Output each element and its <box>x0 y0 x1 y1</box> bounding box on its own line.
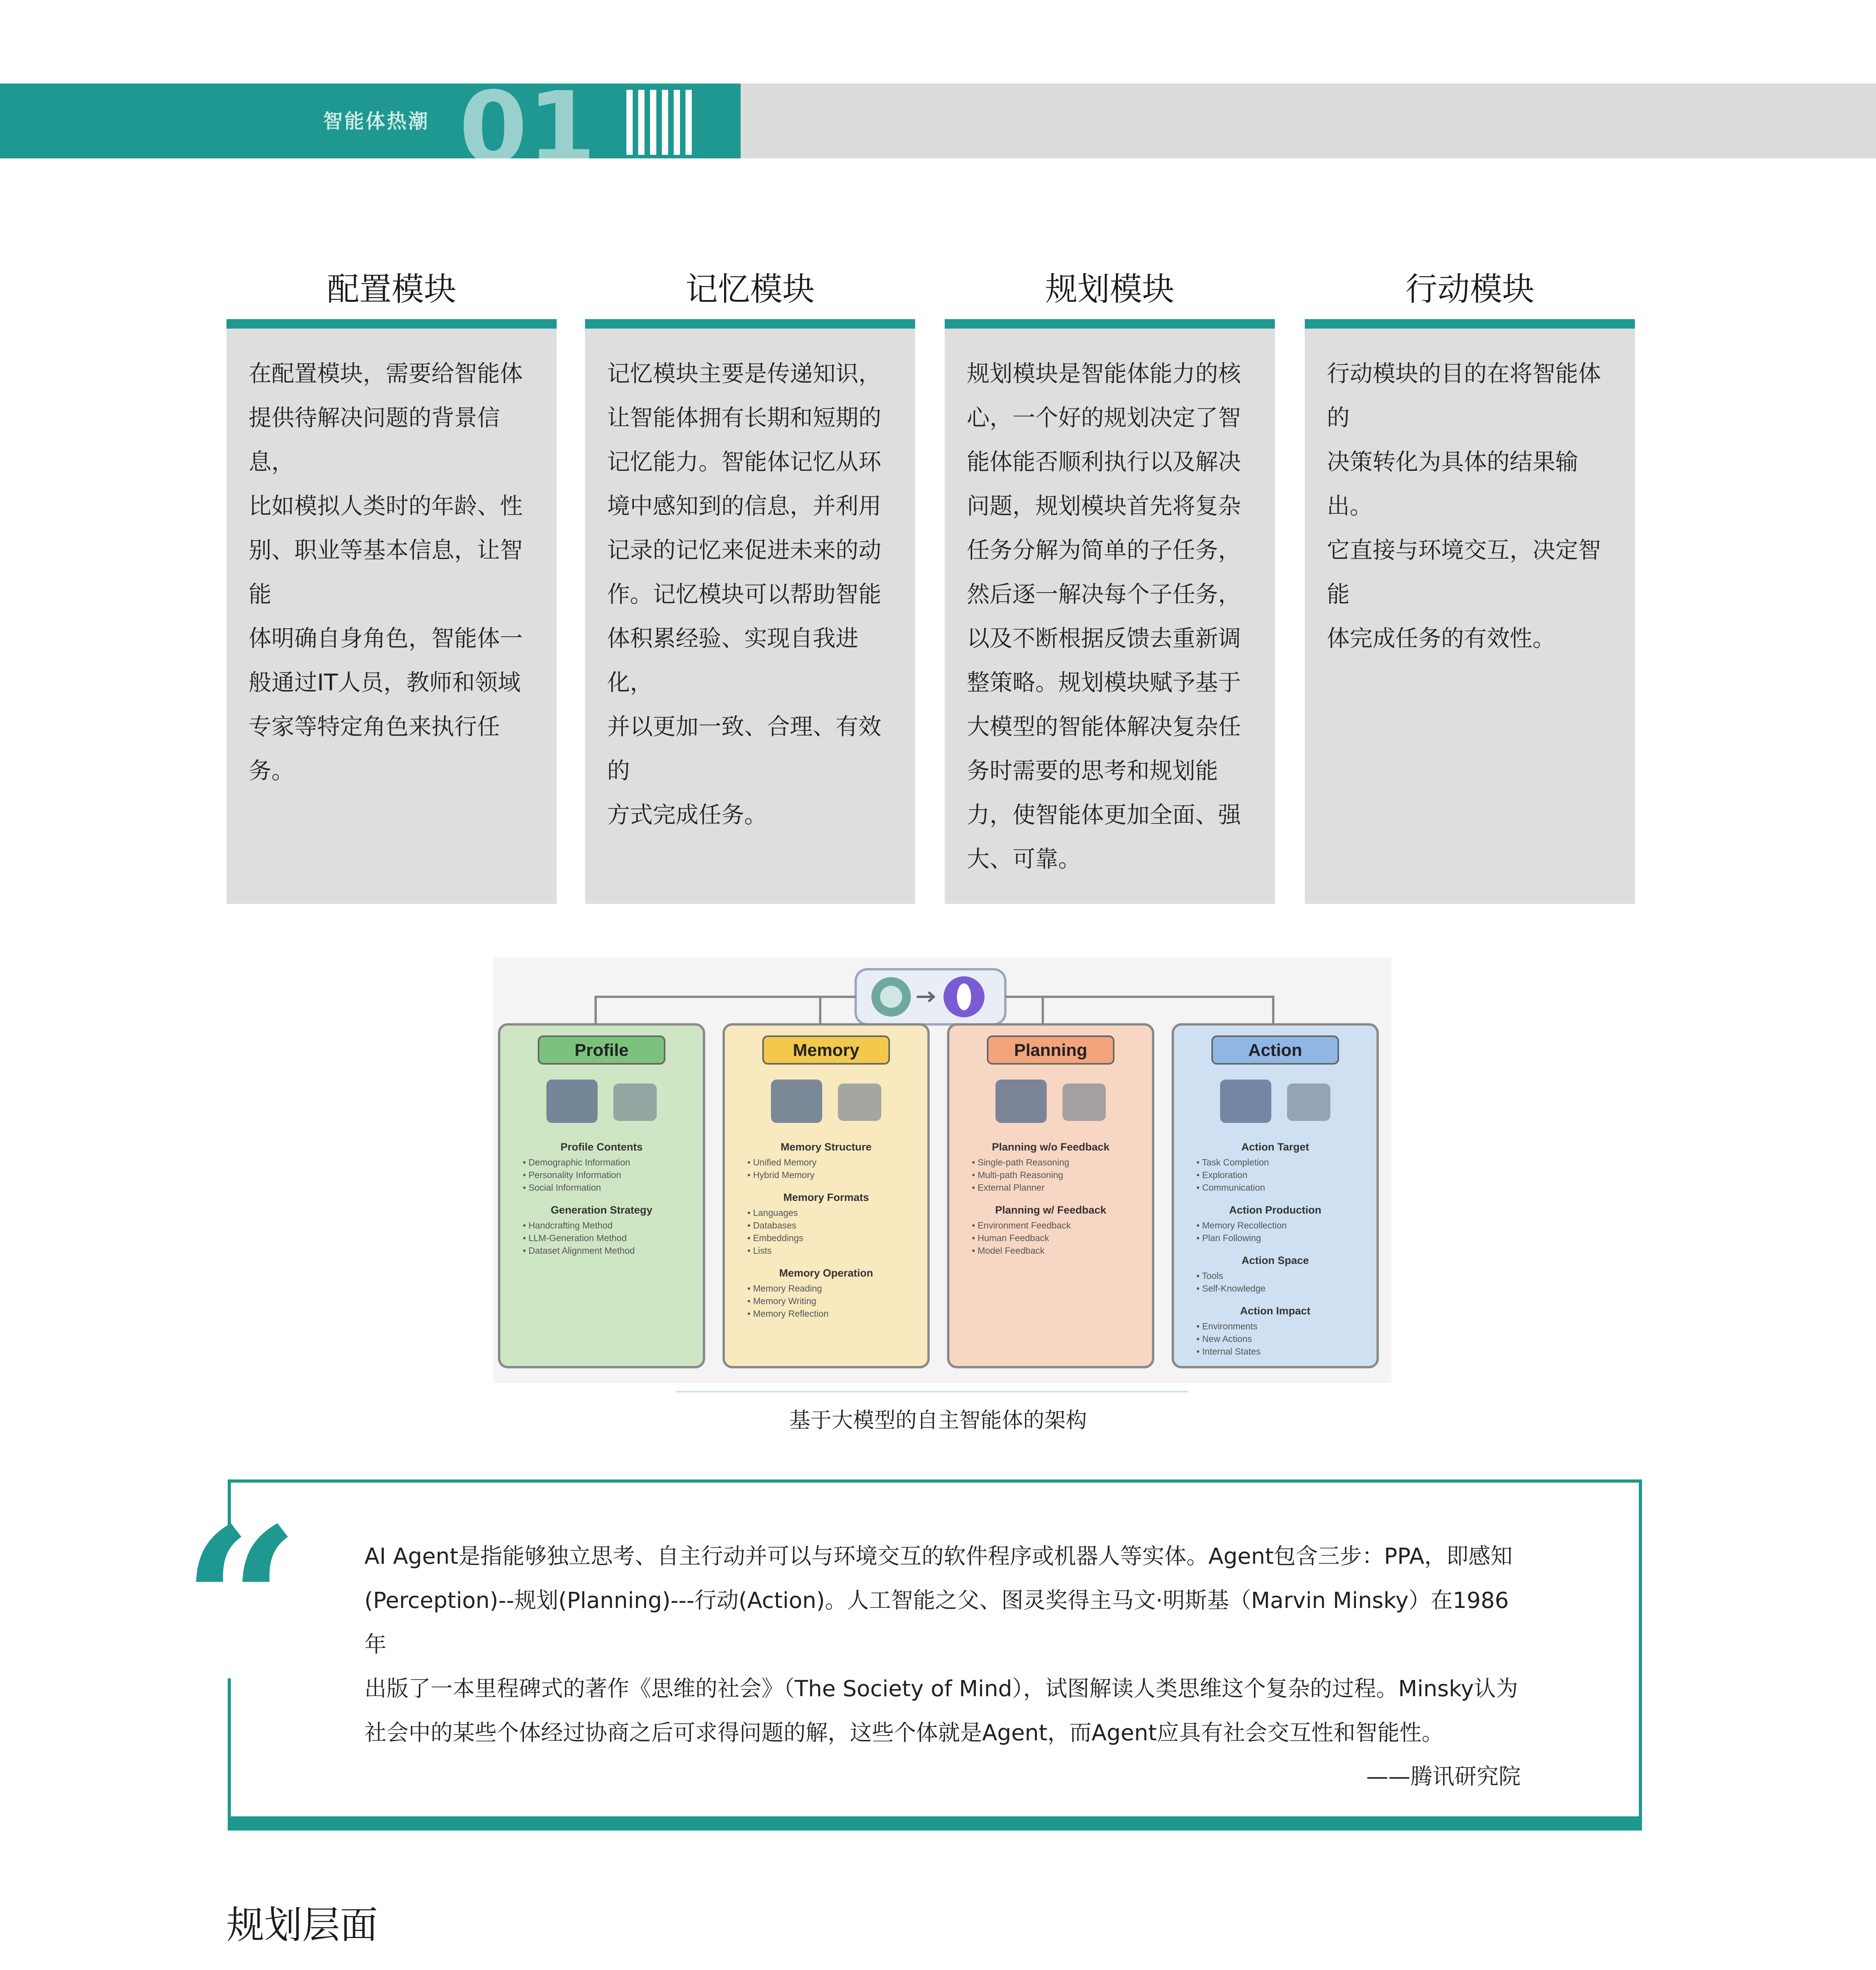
module-line: 能体能否顺利执行以及解决 <box>967 448 1241 475</box>
panel-item: • Embeddings <box>747 1233 804 1243</box>
module-line: 在配置模块，需要给智能体 <box>249 360 523 387</box>
module-title-bar <box>945 319 1275 329</box>
module-body <box>945 329 1275 904</box>
panel-profile <box>499 1024 704 1367</box>
module-line: 大模型的智能体解决复杂任 <box>967 713 1241 740</box>
panel-item: • Exploration <box>1196 1170 1248 1180</box>
module-line: 别、职业等基本信息，让智能 <box>249 537 523 608</box>
panel-item: • Memory Writing <box>747 1296 817 1306</box>
module-card-planning <box>945 260 1275 904</box>
quote-mark-icon: “ <box>182 1483 300 1724</box>
header-stripes <box>626 90 692 155</box>
quote-source: ——腾讯研究院 <box>1366 1764 1521 1790</box>
module-title: 记忆模块 <box>685 271 815 308</box>
panel-item: • Memory Reflection <box>747 1308 829 1319</box>
panel-item: • Unified Memory <box>747 1157 817 1167</box>
module-line: 以及不断根据反馈去重新调 <box>967 625 1241 652</box>
module-title-bar <box>585 319 915 329</box>
panel-section-heading: Memory Structure <box>780 1141 872 1153</box>
panel-planning <box>948 1024 1153 1367</box>
panel-illustration-icon <box>1062 1084 1106 1121</box>
panel-title: Profile <box>574 1041 629 1060</box>
module-line: 心，一个好的规划决定了智 <box>967 404 1241 431</box>
quote-line: AI Agent是指能够独立思考、自主行动并可以与环境交互的软件程序或机器人等实体。Agent包含三步：PPA，即感知 <box>364 1544 1513 1569</box>
panel-item: • Communication <box>1196 1182 1265 1193</box>
panel-item: • Self-Knowledge <box>1196 1283 1266 1294</box>
module-body <box>227 329 557 904</box>
panel-item: • Languages <box>747 1208 798 1218</box>
module-line: 专家等特定角色来执行任务。 <box>249 713 500 784</box>
module-title: 行动模块 <box>1405 271 1534 308</box>
module-line: 比如模拟人类时的年龄、性 <box>249 492 523 519</box>
panel-illustration-icon <box>613 1084 657 1121</box>
module-line: 提供待解决问题的背景信息， <box>249 404 500 475</box>
module-body <box>1305 329 1635 904</box>
panel-section-heading: Memory Operation <box>779 1267 873 1279</box>
panel-item: • Internal States <box>1196 1346 1261 1357</box>
module-title: 配置模块 <box>327 271 456 308</box>
panel-title: Action <box>1248 1041 1302 1060</box>
module-line: 境中感知到的信息，并利用 <box>607 492 882 519</box>
panel-item: • Environment Feedback <box>972 1220 1071 1230</box>
quote-box-bottom-bar <box>228 1816 1642 1831</box>
panel-section-heading: Planning w/o Feedback <box>992 1141 1110 1153</box>
panel-item: • Single-path Reasoning <box>972 1157 1070 1167</box>
panel-item: • External Planner <box>972 1182 1045 1193</box>
panel-illustration-icon <box>838 1084 881 1121</box>
panel-title: Planning <box>1014 1041 1087 1060</box>
module-line: 大、可靠。 <box>967 846 1081 872</box>
panel-section-heading: Planning w/ Feedback <box>995 1204 1107 1216</box>
module-line: 规划模块是智能体能力的核 <box>967 360 1241 387</box>
panel-section-heading: Action Impact <box>1240 1305 1311 1317</box>
panel-item: • Memory Recollection <box>1196 1220 1287 1230</box>
panel-item: • Databases <box>747 1220 797 1230</box>
quote-line: 社会中的某些个体经过协商之后可求得问题的解，这些个体就是Agent，而Agent应具有社会交互性和智能性。 <box>364 1720 1444 1746</box>
panel-illustration-icon <box>996 1080 1047 1123</box>
caption-rule <box>676 1391 1188 1392</box>
panel-section-heading: Memory Formats <box>783 1191 869 1203</box>
panel-section-heading: Profile Contents <box>560 1141 643 1153</box>
module-line: 决策转化为具体的结果输出。 <box>1327 448 1579 519</box>
panel-section-heading: Generation Strategy <box>550 1204 653 1216</box>
panel-item: • Tools <box>1196 1271 1223 1281</box>
module-line: 记录的记忆来促进未来的动 <box>607 537 882 563</box>
module-line: 问题，规划模块首先将复杂 <box>967 492 1241 519</box>
panel-item: • Handcrafting Method <box>523 1220 613 1230</box>
module-line: 让智能体拥有长期和短期的 <box>607 404 882 431</box>
panel-item: • Hybrid Memory <box>747 1170 815 1180</box>
module-line: 记忆能力。智能体记忆从环 <box>607 448 882 475</box>
module-card-action <box>1305 260 1635 904</box>
panel-item: • Demographic Information <box>523 1157 630 1167</box>
panel-item: • Human Feedback <box>972 1233 1049 1243</box>
panel-item: • Dataset Alignment Method <box>523 1245 635 1256</box>
panel-item: • Model Feedback <box>972 1245 1045 1256</box>
module-line: 任务分解为简单的子任务， <box>967 537 1241 563</box>
section-number: 01 <box>459 71 596 185</box>
section-heading: 规划层面 <box>227 1903 378 1947</box>
panel-illustration-icon <box>1220 1080 1271 1123</box>
quote-text <box>364 1535 1531 1755</box>
module-line: 行动模块的目的在将智能体的 <box>1327 360 1601 431</box>
panel-item: • Personality Information <box>523 1170 621 1180</box>
panel-item: • Memory Reading <box>747 1283 822 1294</box>
quote-line: (Perception)--规划(Planning)---行动(Action)。人工智能之父、图灵奖得主马文·明斯基（Marvin Minsky）在1986年 <box>364 1588 1509 1658</box>
module-line: 力，使智能体更加全面、强 <box>967 801 1241 828</box>
module-title-bar <box>1305 319 1635 329</box>
module-line: 记忆模块主要是传递知识， <box>607 360 882 387</box>
panel-item: • Lists <box>747 1245 772 1256</box>
panel-section-heading: Action Space <box>1241 1254 1309 1266</box>
llm-logo-inner-icon <box>880 986 902 1008</box>
module-line: 它直接与环境交互，决定智能 <box>1327 537 1601 608</box>
panel-illustration-icon <box>546 1080 598 1123</box>
quote-line: 出版了一本里程碑式的著作《思维的社会》（The Society of Mind），试图解读人类思维这个复杂的过程。Minsky认为 <box>364 1676 1518 1702</box>
section-title: 智能体热潮 <box>323 110 429 133</box>
module-line: 般通过IT人员，教师和领域 <box>249 669 521 696</box>
module-line: 体完成任务的有效性。 <box>1327 625 1556 652</box>
panel-item: • LLM-Generation Method <box>523 1233 627 1243</box>
panel-item: • Social Information <box>523 1182 601 1193</box>
panel-item: • Multi-path Reasoning <box>972 1170 1063 1180</box>
module-line: 体积累经验、实现自我进化， <box>607 625 859 696</box>
module-line: 作。记忆模块可以帮助智能 <box>607 581 882 608</box>
figure-caption: 基于大模型的自主智能体的架构 <box>789 1408 1087 1433</box>
module-line: 然后逐一解决每个子任务， <box>967 581 1241 608</box>
panel-section-heading: Action Target <box>1241 1141 1309 1153</box>
panel-illustration-icon <box>1287 1084 1330 1121</box>
panel-section-heading: Action Production <box>1229 1204 1321 1216</box>
panel-item: • New Actions <box>1196 1334 1252 1344</box>
module-card-profile <box>227 260 557 904</box>
module-line: 并以更加一致、合理、有效的 <box>607 713 882 784</box>
panel-item: • Environments <box>1196 1321 1258 1331</box>
panel-item: • Plan Following <box>1196 1233 1261 1243</box>
module-body <box>585 329 915 904</box>
module-title-bar <box>227 319 557 329</box>
agent-architecture-figure <box>493 957 1391 1383</box>
panel-item: • Task Completion <box>1196 1157 1269 1167</box>
model-logo-inner-icon <box>957 983 971 1010</box>
module-line: 整策略。规划模块赋予基于 <box>967 669 1241 696</box>
module-line: 体明确自身角色，智能体一 <box>249 625 523 652</box>
module-line: 务时需要的思考和规划能 <box>967 757 1218 784</box>
panel-illustration-icon <box>771 1080 822 1123</box>
panel-title: Memory <box>793 1041 860 1060</box>
module-line: 方式完成任务。 <box>607 801 767 828</box>
module-card-memory <box>585 260 915 904</box>
module-title: 规划模块 <box>1045 271 1174 308</box>
